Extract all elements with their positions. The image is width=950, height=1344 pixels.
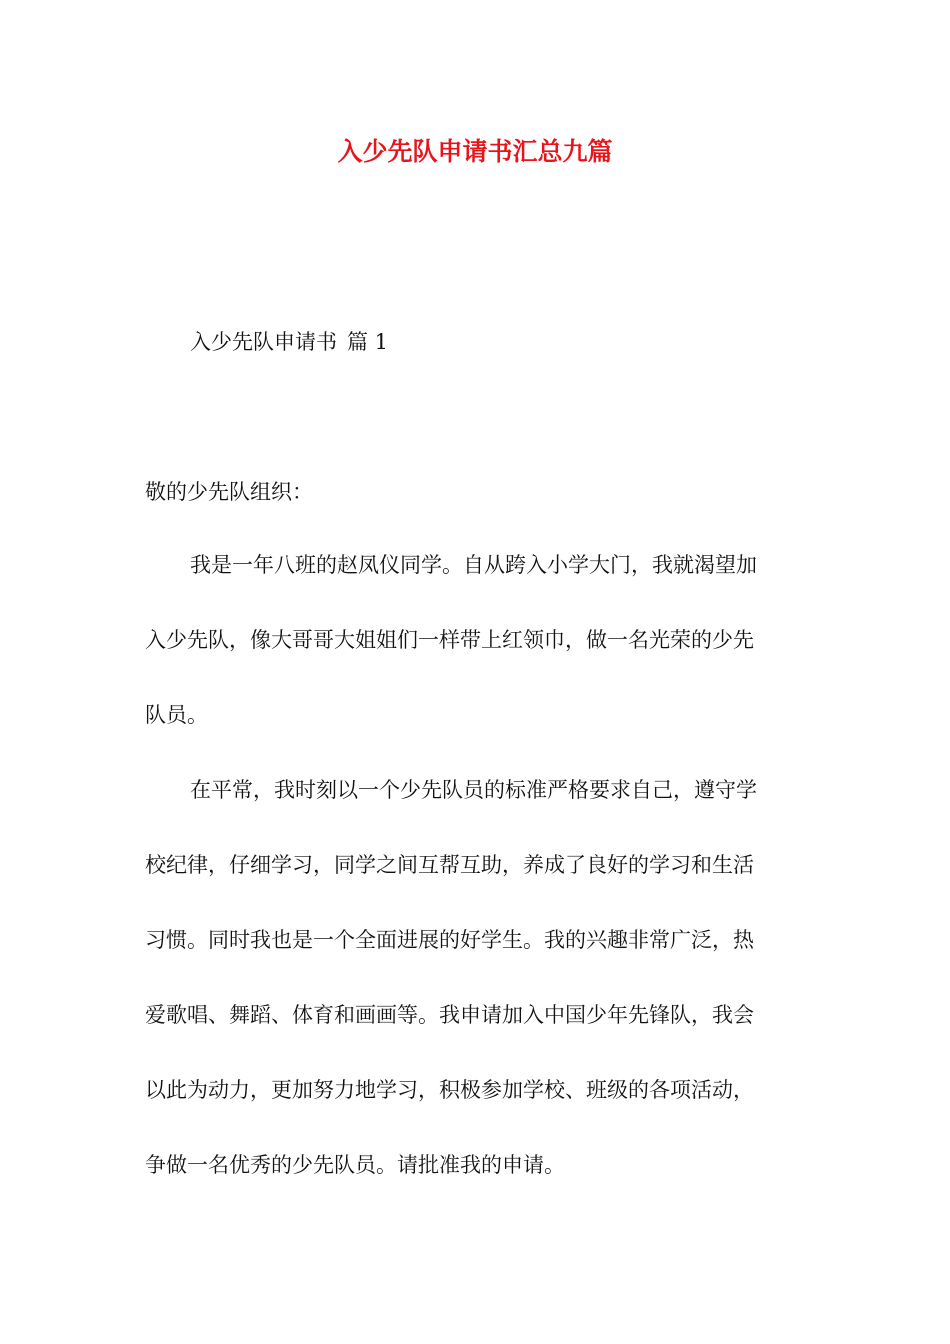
paragraph-line: 在平常，我时刻以一个少先队员的标准严格要求自己，遵守学 (190, 778, 757, 802)
paragraph-line: 爱歌唱、舞蹈、体育和画画等。我申请加入中国少年先锋队，我会 (145, 1003, 754, 1027)
document-title: 入少先队申请书汇总九篇 (337, 137, 613, 166)
section-heading-number: 篇 1 (347, 330, 389, 354)
paragraph-line: 争做一名优秀的少先队员。请批准我的申请。 (145, 1153, 565, 1177)
paragraph-line: 入少先队，像大哥哥大姐姐们一样带上红领巾，做一名光荣的少先 (145, 628, 754, 652)
paragraph-line: 校纪律，仔细学习，同学之间互帮互助，养成了良好的学习和生活 (145, 853, 754, 877)
paragraph-line: 习惯。同时我也是一个全面进展的好学生。我的兴趣非常广泛，热 (145, 928, 754, 952)
paragraph-line: 队员。 (145, 703, 208, 727)
section-heading (190, 322, 388, 362)
salutation: 敬的少先队组织： (145, 480, 313, 504)
paragraph-2 (145, 753, 805, 1203)
paragraph-1 (145, 528, 805, 753)
paragraph-line: 以此为动力，更加努力地学习，积极参加学校、班级的各项活动， (145, 1078, 754, 1102)
section-heading-label: 入少先队申请书 (190, 330, 337, 354)
paragraph-line: 我是一年八班的赵凤仪同学。自从跨入小学大门，我就渴望加 (190, 553, 757, 577)
